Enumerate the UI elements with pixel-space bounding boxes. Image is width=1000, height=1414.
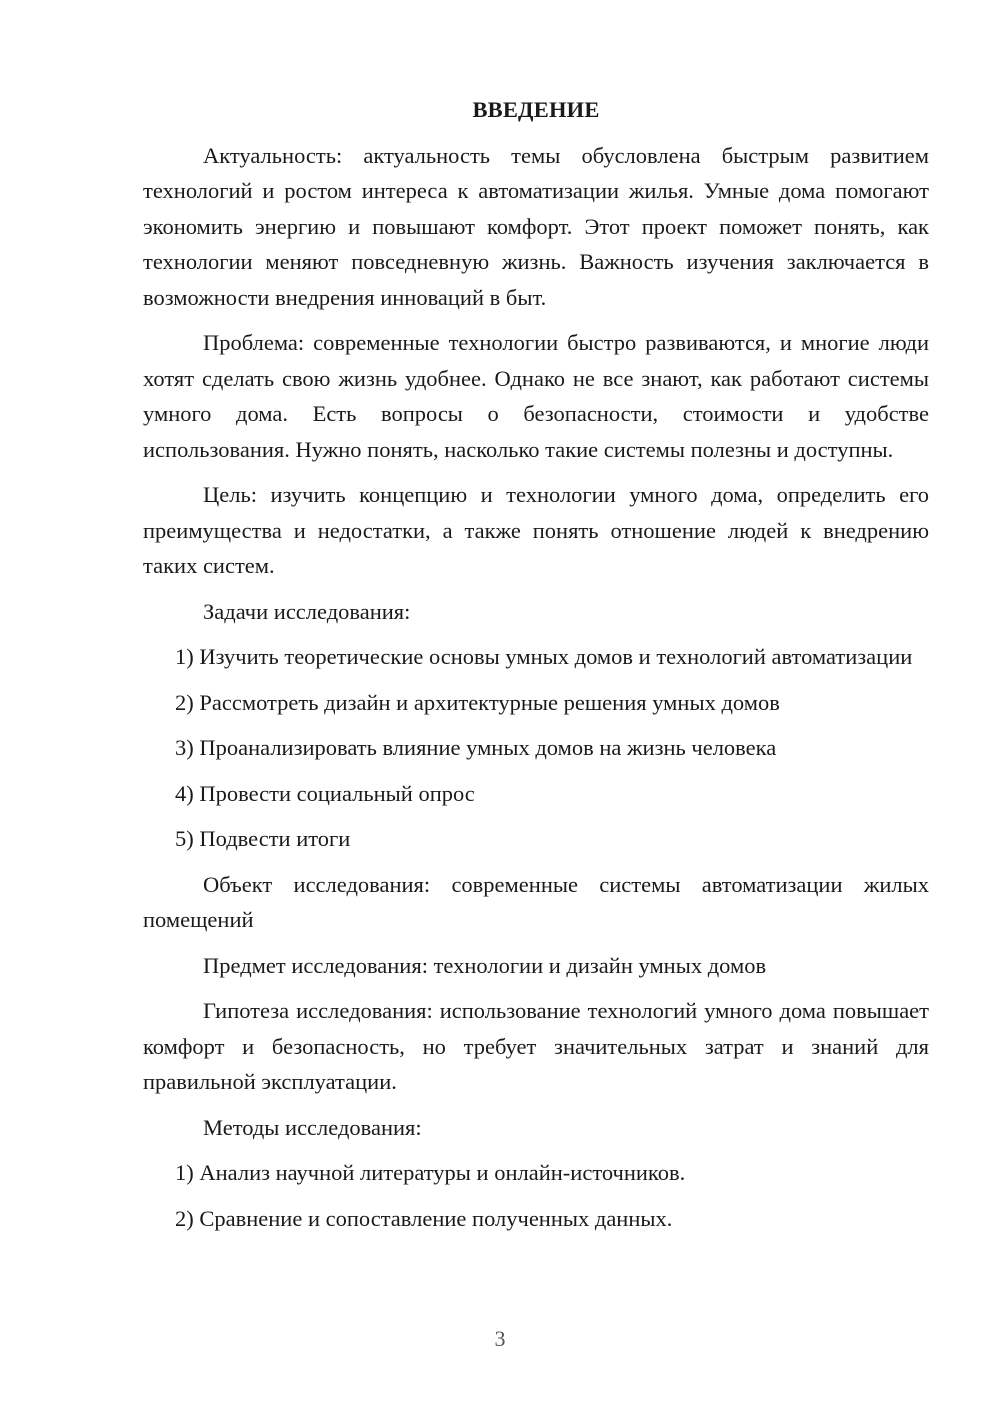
subject-paragraph: Предмет исследования: технологии и дизайн умных домов bbox=[203, 952, 767, 978]
task-item: 2) Рассмотреть дизайн и архитектурные решения умных домов bbox=[175, 689, 780, 715]
problem-paragraph: Проблема: современные технологии быстро развиваются, и многие люди хотят сделать свою жизнь удобнее. Однако не все знают, как работают системы умного дома. Есть вопросы о безопасности, стоимости и удобстве использования. Нужно понять, насколько такие системы полезны и доступны. bbox=[143, 330, 929, 462]
task-item: 5) Подвести итоги bbox=[175, 826, 351, 851]
methods-heading: Методы исследования: bbox=[203, 1114, 422, 1140]
page-title: ВВЕДЕНИЕ bbox=[472, 97, 600, 122]
object-paragraph: Объект исследования: современные системы автоматизации жилых помещений bbox=[143, 871, 929, 932]
document-page bbox=[143, 92, 929, 1246]
method-item: 2) Сравнение и сопоставление полученных данных. bbox=[175, 1205, 673, 1231]
task-item: 1) Изучить теоретические основы умных домов и технологий автоматизации bbox=[175, 644, 913, 669]
page-number: 3 bbox=[494, 1326, 506, 1351]
method-item: 1) Анализ научной литературы и онлайн-источников. bbox=[175, 1160, 686, 1185]
task-item: 4) Провести социальный опрос bbox=[175, 780, 475, 806]
tasks-heading: Задачи исследования: bbox=[203, 598, 411, 624]
hypothesis-paragraph: Гипотеза исследования: использование технологий умного дома повышает комфорт и безопасность, но требует значительных затрат и знаний для правильной эксплуатации. bbox=[143, 998, 929, 1094]
relevance-paragraph: Актуальность: актуальность темы обусловлена быстрым развитием технологий и ростом интереса к автоматизации жилья. Умные дома помогают экономить энергию и повышают комфорт. Этот проект поможет понять, как технологии меняют повседневную жизнь. Важность изучения заключается в возможности внедрения инноваций в быт. bbox=[143, 142, 929, 310]
task-item: 3) Проанализировать влияние умных домов на жизнь человека bbox=[175, 735, 777, 760]
goal-paragraph: Цель: изучить концепцию и технологии умного дома, определить его преимущества и недостатки, а также понять отношение людей к внедрению таких систем. bbox=[143, 482, 929, 578]
